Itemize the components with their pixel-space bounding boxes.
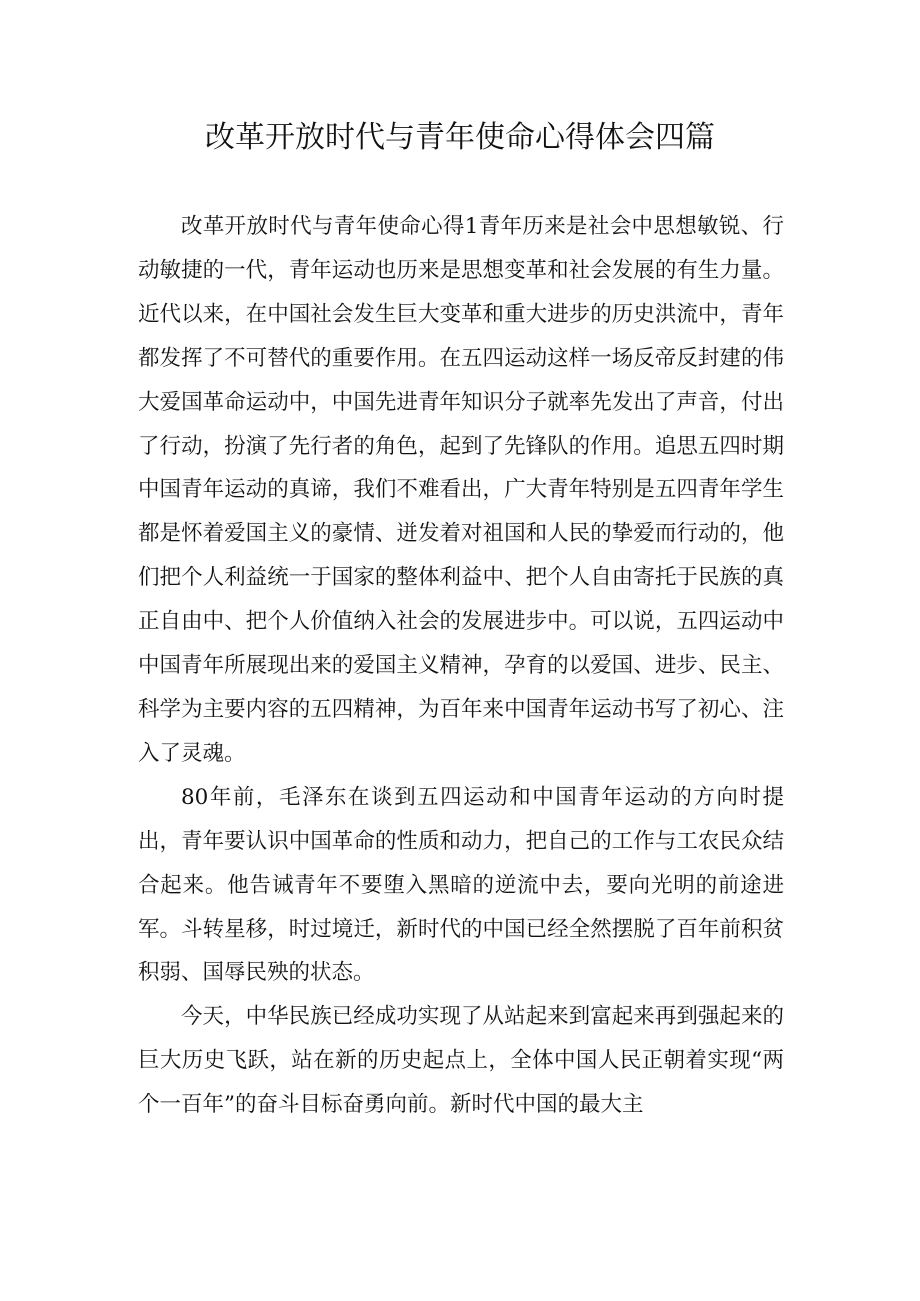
- paragraph-2: 80年前，毛泽东在谈到五四运动和中国青年运动的方向时提出，青年要认识中国革命的性质和动力，把自己的工作与工农民众结合起来。他告诫青年不要堕入黑暗的逆流中去，要向光明的前途进军。斗转星移，时过境迁，新时代的中国已经全然摆脱了百年前积贫积弱、国辱民殃的状态。: [138, 784, 784, 986]
- paragraph-3: 今天，中华民族已经成功实现了从站起来到富起来再到强起来的巨大历史飞跃，站在新的历史起点上，全体中国人民正朝着实现“两个一百年”的奋斗目标奋勇向前。新时代中国的最大主: [138, 1004, 784, 1118]
- document-title: 改革开放时代与青年使命心得体会四篇: [205, 120, 715, 155]
- document-body: [138, 205, 784, 1127]
- paragraph-1: 改革开放时代与青年使命心得1青年历来是社会中思想敏锐、行动敏捷的一代，青年运动也历来是思想变革和社会发展的有生力量。近代以来，在中国社会发生巨大变革和重大进步的历史洪流中，青年都发挥了不可替代的重要作用。在五四运动这样一场反帝反封建的伟大爱国革命运动中，中国先进青年知识分子就率先发出了声音，付出了行动，扮演了先行者的角色，起到了先锋队的作用。追思五四时期中国青年运动的真谛，我们不难看出，广大青年特别是五四青年学生都是怀着爱国主义的豪情、迸发着对祖国和人民的挚爱而行动的，他们把个人利益统一于国家的整体利益中、把个人自由寄托于民族的真正自由中、把个人价值纳入社会的发展进步中。可以说，五四运动中中国青年所展现出来的爱国主义精神，孕育的以爱国、进步、民主、科学为主要内容的五四精神，为百年来中国青年运动书写了初心、注入了灵魂。: [138, 214, 784, 766]
